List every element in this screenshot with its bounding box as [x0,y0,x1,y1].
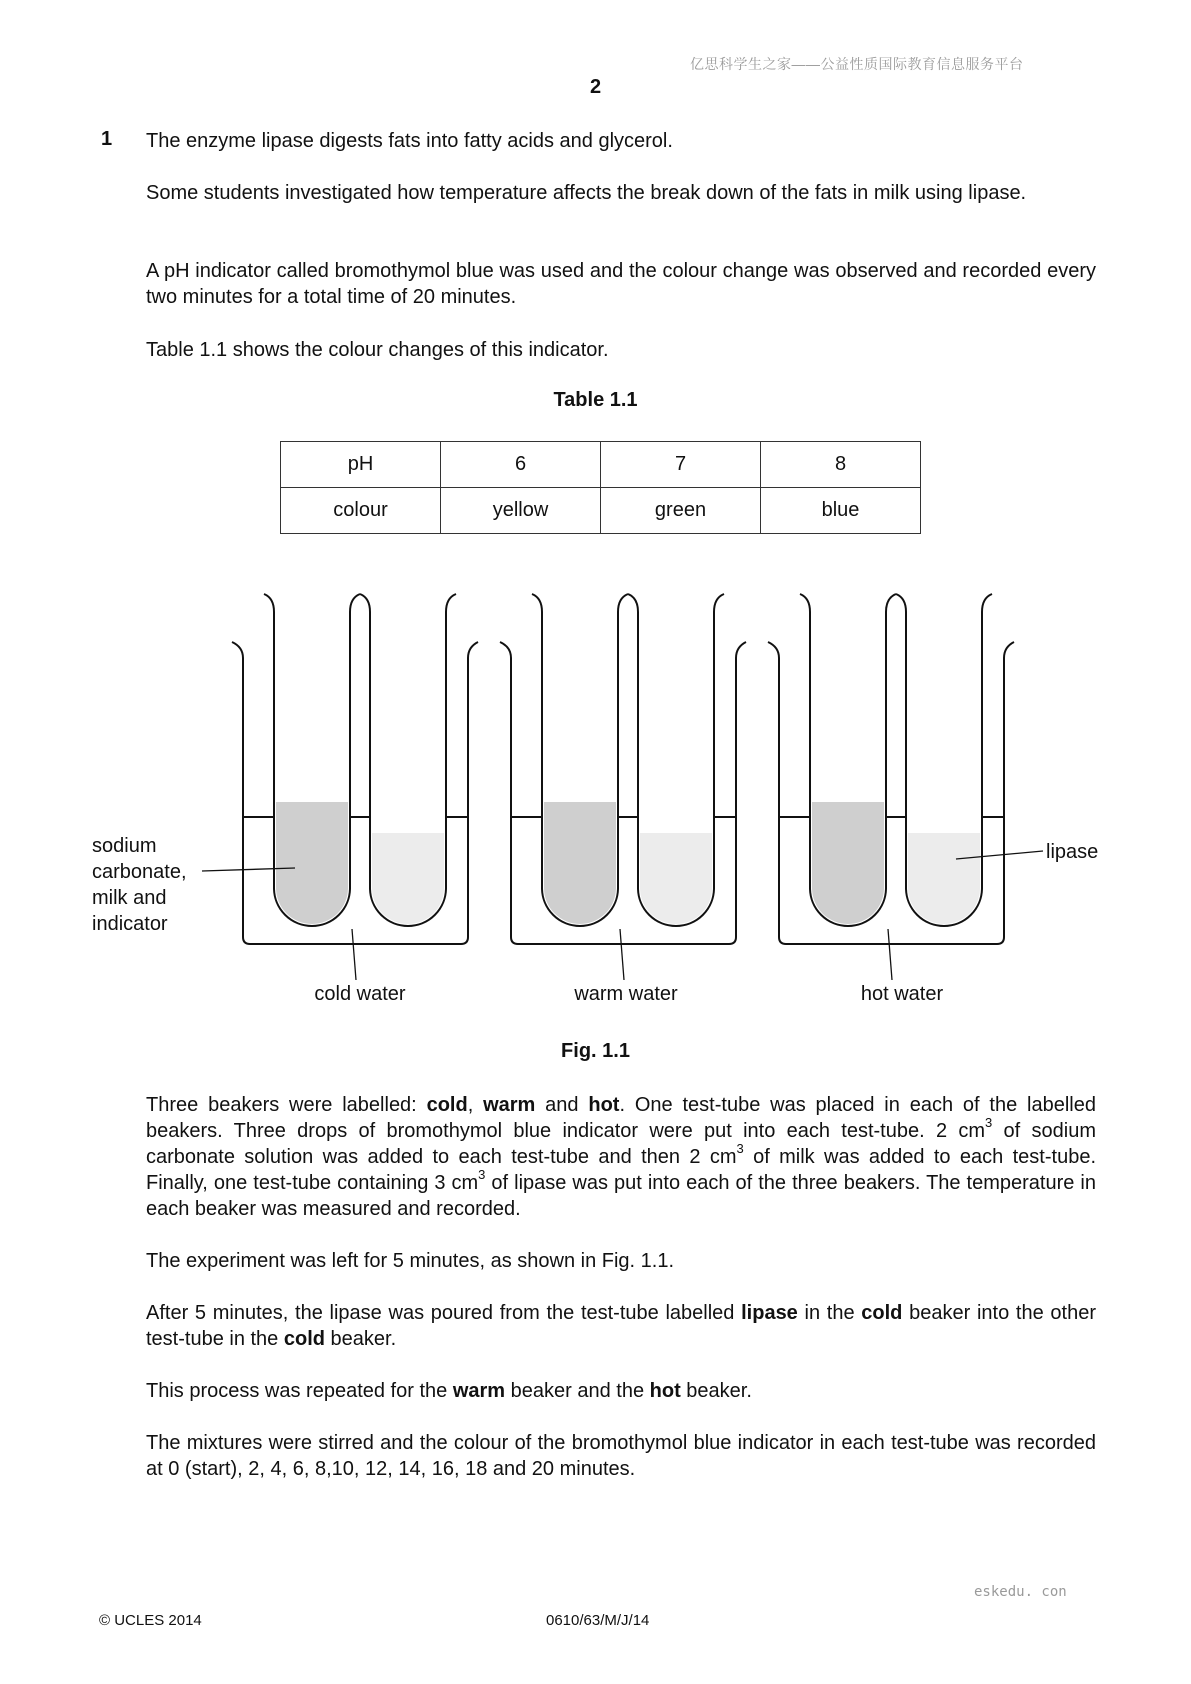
text-run: . One test-tube was placed in each of the labelled beakers. Three drops of bromothymol blue indicator were put into each test-tube. 2 cm [146,1094,1096,1142]
tube-mixture-cold [264,594,360,926]
body-para-2: The experiment was left for 5 minutes, as shown in Fig. 1.1. [146,1250,675,1272]
tube-mixture-warm [532,594,628,926]
label-warm-water: warm water [574,983,678,1005]
text-run: , [467,1094,484,1116]
text-run: of lipase was put into each of the three beakers. The temperature in each beaker was measured and recorded. [146,1172,1096,1220]
tube-lipase-warm [628,594,724,926]
bold-cold: cold [283,1328,325,1350]
table-cell: blue [761,488,921,534]
body-para-4 [146,1378,1096,1404]
text-run: beaker into the other test-tube in the [146,1302,1096,1350]
bold-lipase: lipase [741,1302,798,1324]
text-run: This process was repeated for the [146,1380,453,1402]
table-row [281,488,921,534]
table-row [281,442,921,488]
beaker-figure [0,580,1191,1030]
page-number: 2 [589,76,602,98]
text-run: beaker and the [505,1380,650,1402]
header-watermark: 亿思科学生之家——公益性质国际教育信息服务平台 [690,56,1024,72]
text-run: Three beakers were labelled: [146,1094,427,1116]
label-mixture-line-1: sodium [92,835,157,857]
tube-lipase-cold [360,594,456,926]
label-hot-water: hot water [860,983,944,1005]
table-cell: 6 [441,442,601,488]
text-run: After 5 minutes, the lipase was poured from the test-tube labelled [146,1302,742,1324]
footer-copyright: © UCLES 2014 [99,1612,202,1629]
superscript: 3 [478,1167,486,1183]
body-para-1 [146,1092,1096,1222]
tube-mixture-hot [800,594,896,926]
label-cold-water: cold water [314,983,406,1005]
text-run: of milk was added to each test-tube. Finally, one test-tube containing 3 cm [146,1146,1096,1194]
footer-watermark: eskedu. con [974,1584,1067,1600]
question-para-3: A pH indicator called bromothymol blue was used and the colour change was observed and recorded every two minutes for a total time of 20 minutes. [146,260,1096,308]
question-para-2: Some students investigated how temperature affects the break down of the fats in milk using lipase. [146,182,1027,204]
text-run: and [535,1094,589,1116]
body-para-3 [146,1300,1096,1352]
table-cell: colour [281,488,441,534]
text-run: of sodium carbonate solution was added to each test-tube and then 2 cm [146,1120,1096,1168]
tube-lipase-hot [896,594,992,926]
label-mixture-line-4: indicator [92,913,168,935]
bold-hot: hot [588,1094,620,1116]
bold-warm: warm [452,1380,506,1402]
body-para-5: The mixtures were stirred and the colour of the bromothymol blue indicator in each test-tube was recorded at 0 (start), 2, 4, 6, 8,10, 12, 14, 16, 18 and 20 minutes. [146,1432,1096,1480]
table-caption: Table 1.1 [553,389,638,411]
superscript: 3 [736,1141,744,1157]
bold-hot: hot [649,1380,681,1402]
text-run: beaker. [325,1328,397,1350]
superscript: 3 [985,1115,993,1131]
bold-cold: cold [861,1302,903,1324]
indicator-table [280,441,921,534]
text-run: beaker. [680,1380,752,1402]
table-cell: 8 [761,442,921,488]
table-cell: green [601,488,761,534]
question-para-4: Table 1.1 shows the colour changes of this indicator. [146,339,609,361]
label-lipase: lipase [1046,841,1099,863]
bold-cold: cold [426,1094,468,1116]
label-mixture-line-2: carbonate, [92,861,187,883]
table-cell: pH [281,442,441,488]
bold-warm: warm [483,1094,536,1116]
label-mixture-line-3: milk and [92,887,167,909]
text-run: in the [797,1302,862,1324]
table-cell: 7 [601,442,761,488]
table-cell: yellow [441,488,601,534]
question-number: 1 [101,128,113,150]
footer-code: 0610/63/M/J/14 [546,1612,650,1629]
figure-caption: Fig. 1.1 [561,1040,630,1062]
question-intro: The enzyme lipase digests fats into fatty acids and glycerol. [146,130,673,152]
